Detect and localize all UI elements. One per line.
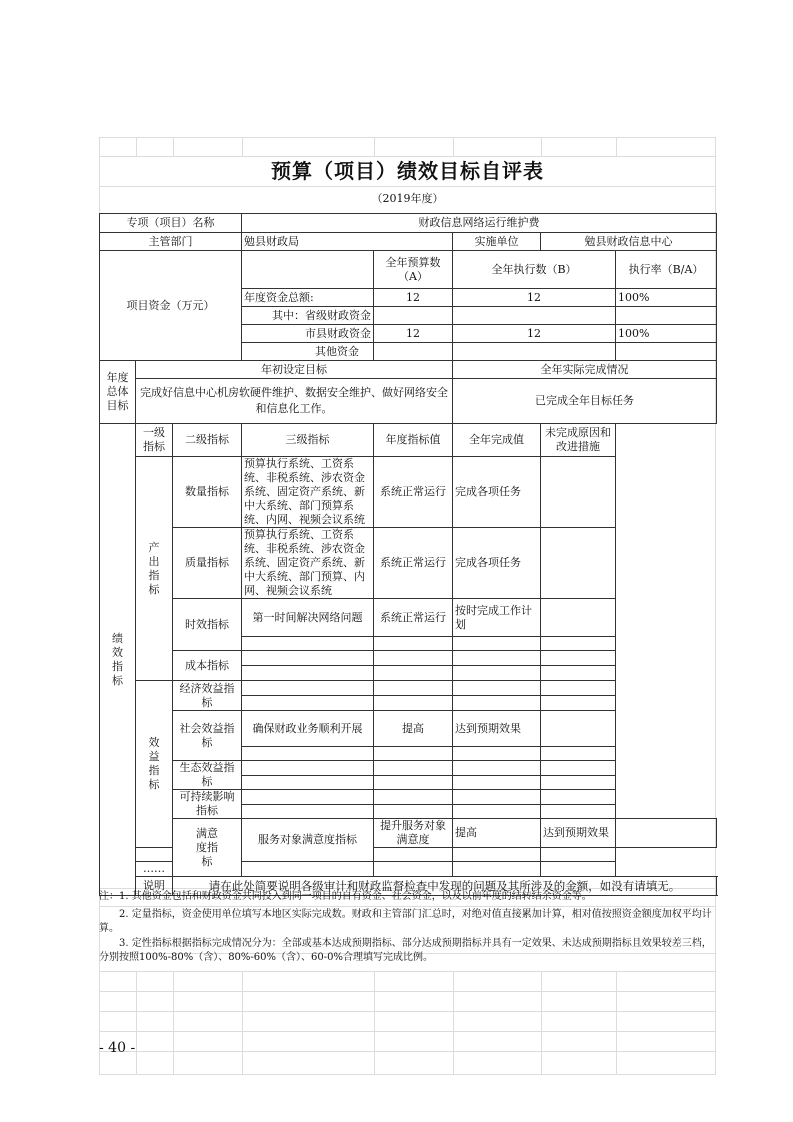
remarks-label: 说明 [136,877,173,896]
level2-cost: 成本指标 [173,651,242,681]
empty-cell [453,805,541,819]
indicators-section-label: 绩效指标 [100,424,136,896]
funds-row-rate [616,343,717,361]
empty-cell [374,637,453,651]
dept-label: 主管部门 [100,233,242,251]
header-reason: 未完成原因和改进措施 [541,424,616,457]
note-3: 3. 定性指标根据指标完成情况分为：全部或基本达成预期指标、部分达成预期指标并具有一定效果、未达成预期指标且效果较差三档，分别按照100%-80%（含）、80%-60%（含）、60-0%合理填写完成比例。 [99,938,712,963]
empty-cell [541,761,616,776]
page-number: - 40 - [99,1040,136,1056]
funds-row-budget: 12 [374,325,453,343]
project-name-label: 专项（项目）名称 [100,214,242,233]
empty-cell [242,862,374,877]
level2-social: 社会效益指标 [173,711,242,761]
actual-satisfaction: 达到预期效果 [541,819,616,848]
empty-cell [541,848,616,862]
funds-row-executed: 12 [453,325,616,343]
unit-value: 勉县财政信息中心 [541,233,717,251]
empty-cell [541,790,616,805]
actual-social: 达到预期效果 [453,711,541,747]
level1-satisfaction: 满意度指标 [173,819,242,877]
empty-cell [374,862,453,877]
empty-cell [374,651,453,666]
empty-cell [453,681,541,696]
level2-quality: 质量指标 [173,528,242,599]
note-2: 2. 定量指标，资金使用单位填写本地区实际完成数。财政和主管部门汇总时，对绝对值直接累加计算，相对值按照资金额度加权平均计算。 [99,909,712,934]
empty-cell [541,747,616,761]
unit-label: 实施单位 [453,233,541,251]
empty-cell [374,747,453,761]
goals-label: 年度总体目标 [100,361,136,424]
actual-timeliness: 按时完成工作计划 [453,599,541,637]
empty-cell [242,805,374,819]
empty-cell [453,776,541,790]
empty-cell [541,681,616,696]
empty-cell [374,848,453,862]
empty-cell [242,747,374,761]
empty-cell [453,862,541,877]
project-name-value: 财政信息网络运行维护费 [242,214,717,233]
empty-cell [242,790,374,805]
funds-header-blank [242,251,374,289]
header-level1: 一级指标 [136,424,173,457]
target-quality: 系统正常运行 [374,528,453,599]
empty-cell [242,761,374,776]
header-level2: 二级指标 [173,424,242,457]
header-target: 年度指标值 [374,424,453,457]
evaluation-table [99,213,717,896]
funds-header-rate: 执行率（B/A） [616,251,717,289]
funds-header-executed: 全年执行数（B） [453,251,616,289]
empty-cell [541,666,616,681]
level2-satisfaction: 服务对象满意度指标 [242,819,374,862]
level3-satisfaction: 提升服务对象满意度 [374,819,453,848]
reason-timeliness [541,599,616,637]
funds-header-budget: 全年预算数（A） [374,251,453,289]
actual-quality: 完成各项任务 [453,528,541,599]
header-actual: 全年完成值 [453,424,541,457]
empty-cell [374,776,453,790]
remarks-value: 请在此处简要说明各级审计和财政监督检查中发现的问题及其所涉及的金额，如没有请填无。 [173,877,717,896]
actual-quantity: 完成各项任务 [453,457,541,528]
empty-cell [242,776,374,790]
empty-cell [374,696,453,711]
empty-cell [242,681,374,696]
funds-row-budget [374,307,453,325]
level2-timeliness: 时效指标 [173,599,242,651]
empty-cell [541,696,616,711]
reason-satisfaction [616,819,717,848]
target-social: 提高 [374,711,453,747]
level2-ellipsis: …… [136,862,173,877]
dept-value: 勉县财政局 [242,233,453,251]
goals-actual-header: 全年实际完成情况 [453,361,717,379]
funds-row-executed [453,343,616,361]
empty-cell [453,761,541,776]
funds-row-rate: 100% [616,325,717,343]
empty-cell [374,681,453,696]
empty-cell [453,848,541,862]
level1-output: 产出指标 [136,457,173,681]
page-title: 预算（项目）绩效目标自评表 [271,159,544,183]
level2-quantity: 数量指标 [173,457,242,528]
level2-economic: 经济效益指标 [173,681,242,711]
funds-row-name: 其中：省级财政资金 [242,307,374,325]
level3-social: 确保财政业务顺利开展 [242,711,374,747]
empty-cell [541,862,616,877]
level3-timeliness: 第一时间解决网络问题 [242,599,374,637]
funds-row-name: 年度资金总额: [242,289,374,307]
empty-cell [242,637,374,651]
empty-cell [374,805,453,819]
target-timeliness: 系统正常运行 [374,599,453,637]
empty-cell [541,776,616,790]
empty-cell [242,696,374,711]
target-quantity: 系统正常运行 [374,457,453,528]
goals-planned-value: 完成好信息中心机房软硬件维护、数据安全维护、做好网络安全和信息化工作。 [136,379,453,424]
empty-cell [453,637,541,651]
goals-planned-header: 年初设定目标 [136,361,453,379]
level2-sustainable: 可持续影响指标 [173,790,242,819]
empty-cell [453,747,541,761]
empty-cell [374,761,453,776]
funds-label: 项目资金（万元） [100,251,242,361]
funds-row-rate: 100% [616,289,717,307]
empty-cell [541,637,616,651]
level3-quantity: 预算执行系统、工资系统、非税系统、涉农资金系统、固定资产系统、新中大系统、部门预算系统、内网、视频会议系统 [242,457,374,528]
reason-quantity [541,457,616,528]
funds-row-name: 其他资金 [242,343,374,361]
funds-row-rate [616,307,717,325]
target-satisfaction: 提高 [453,819,541,848]
level3-quality: 预算执行系统、工资系统、非税系统、涉农资金系统、固定资产系统、新中大系统、部门预算、内网、视频会议系统 [242,528,374,599]
empty-cell [136,848,173,862]
funds-row-executed [453,307,616,325]
funds-row-budget [374,343,453,361]
empty-cell [242,666,374,681]
reason-social [541,711,616,747]
empty-cell [374,666,453,681]
level2-ecological: 生态效益指标 [173,761,242,790]
funds-row-executed: 12 [453,289,616,307]
empty-cell [374,790,453,805]
header-level3: 三级指标 [242,424,374,457]
empty-cell [453,696,541,711]
goals-actual-value: 已完成全年目标任务 [453,379,717,424]
page-subtitle: （2019年度） [371,192,444,205]
empty-cell [453,790,541,805]
empty-cell [541,651,616,666]
note-1: 注：1. 其他资金包括和财政资金共同投入到同一项目的自有资金、社会资金，以及以前年度的结转结余资金等。 [99,891,592,902]
funds-row-budget: 12 [374,289,453,307]
reason-quality [541,528,616,599]
empty-cell [453,666,541,681]
level1-benefit: 效益指标 [136,681,173,848]
funds-row-name: 市县财政资金 [242,325,374,343]
empty-cell [242,651,374,666]
empty-cell [453,651,541,666]
empty-cell [541,805,616,819]
